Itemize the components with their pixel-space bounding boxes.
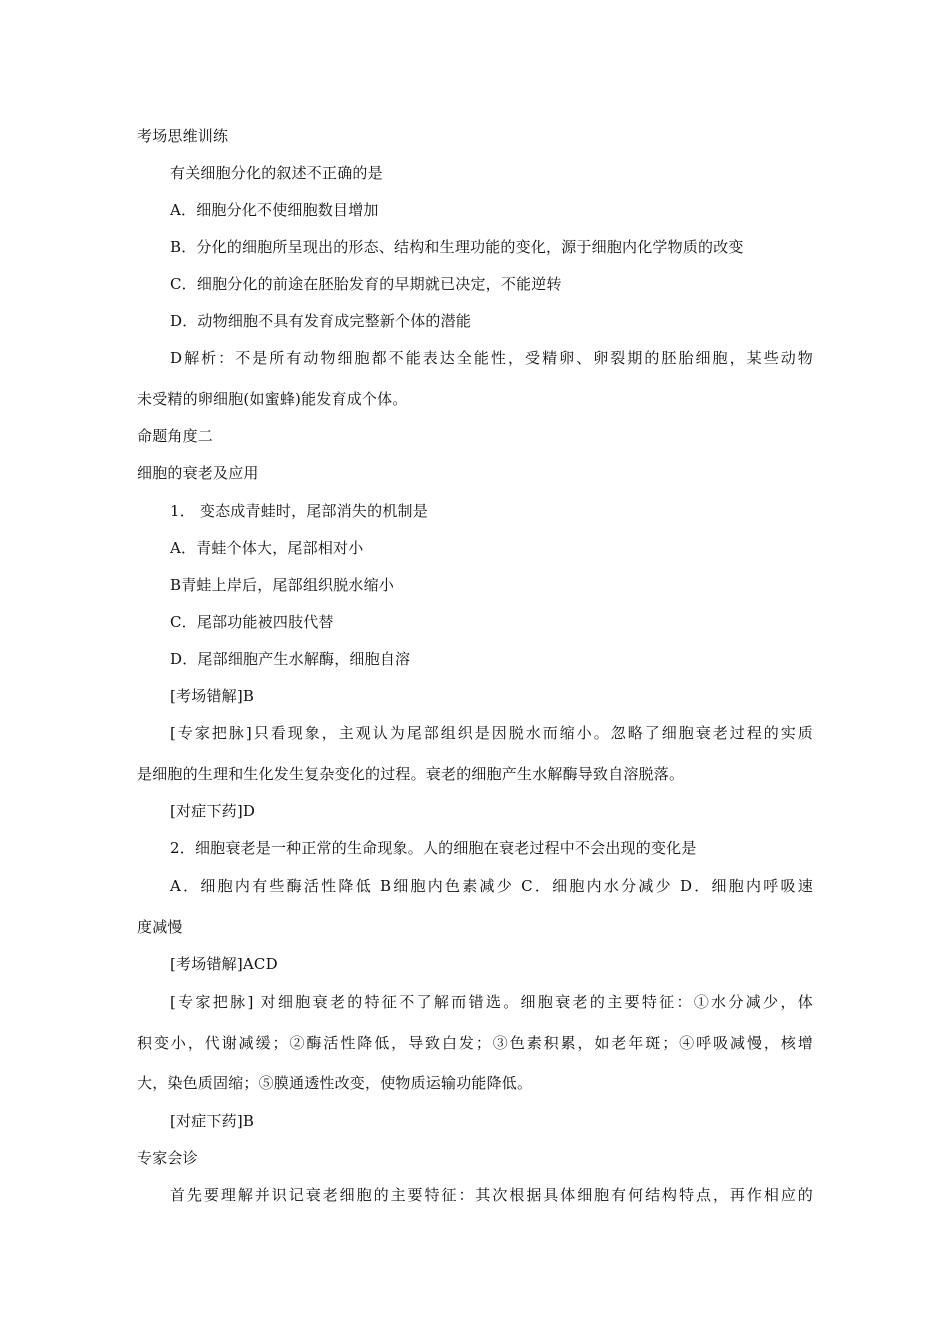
subheading-expert-consultation: 专家会诊 bbox=[137, 1149, 198, 1167]
q1-option-b: B青蛙上岸后，尾部组织脱水缩小 bbox=[170, 576, 395, 594]
question-stem: 有关细胞分化的叙述不正确的是 bbox=[170, 164, 383, 182]
q1-wrong-answer: [考场错解]B bbox=[170, 687, 255, 705]
q1-correct-answer: [对症下药]D bbox=[170, 802, 256, 820]
q1-expert-analysis-cont: 是细胞的生理和生化发生复杂变化的过程。衰老的细胞产生水解酶导致自溶脱落。 bbox=[137, 765, 685, 783]
subheading-angle-two: 命题角度二 bbox=[137, 427, 214, 445]
q2-options: A．细胞内有些酶活性降低 B细胞内色素减少 C．细胞内水分减少 D．细胞内呼吸速 bbox=[170, 877, 813, 895]
q2-stem: 2．细胞衰老是一种正常的生命现象。人的细胞在衰老过程中不会出现的变化是 bbox=[170, 839, 697, 857]
option-a: A．细胞分化不使细胞数目增加 bbox=[170, 201, 379, 219]
q2-options-cont: 度减慢 bbox=[137, 918, 183, 936]
q1-expert-analysis: [专家把脉]只看现象，主观认为尾部组织是因脱水而缩小。忽略了细胞衰老过程的实质 bbox=[170, 724, 813, 742]
section-heading-exam-thinking: 考场思维训练 bbox=[137, 127, 229, 145]
q1-option-c: C．尾部功能被四肢代替 bbox=[170, 613, 334, 631]
q1-stem: 1． 变态成青蛙时，尾部消失的机制是 bbox=[170, 502, 428, 520]
q2-expert-analysis: [专家把脉] 对细胞衰老的特征不了解而错选。细胞衰老的主要特征：①水分减少，体 bbox=[170, 993, 813, 1011]
option-d: D．动物细胞不具有发育成完整新个体的潜能 bbox=[170, 312, 472, 330]
consultation-paragraph: 首先要理解并识记衰老细胞的主要特征：其次根据具体细胞有何结构特点，再作相应的 bbox=[170, 1186, 813, 1204]
q2-expert-analysis-cont-2: 大，染色质固缩；⑤膜通透性改变，使物质运输功能降低。 bbox=[137, 1074, 533, 1092]
q1-option-a: A．青蛙个体大，尾部相对小 bbox=[170, 539, 364, 557]
answer-explanation: D解析：不是所有动物细胞都不能表达全能性，受精卵、卵裂期的胚胎细胞，某些动物 bbox=[170, 349, 813, 367]
answer-explanation-cont: 未受精的卵细胞(如蜜蜂)能发育成个体。 bbox=[137, 390, 408, 408]
option-b: B．分化的细胞所呈现出的形态、结构和生理功能的变化，源于细胞内化学物质的改变 bbox=[170, 238, 744, 256]
q2-correct-answer: [对症下药]B bbox=[170, 1112, 255, 1130]
q2-expert-analysis-cont-1: 积变小，代谢减缓；②酶活性降低，导致白发；③色素积累，如老年斑；④呼吸减慢，核增 bbox=[137, 1034, 813, 1052]
topic-title: 细胞的衰老及应用 bbox=[137, 464, 259, 482]
q1-option-d: D．尾部细胞产生水解酶，细胞自溶 bbox=[170, 650, 411, 668]
q2-wrong-answer: [考场错解]ACD bbox=[170, 955, 278, 973]
option-c: C．细胞分化的前途在胚胎发育的早期就已决定，不能逆转 bbox=[170, 275, 562, 293]
